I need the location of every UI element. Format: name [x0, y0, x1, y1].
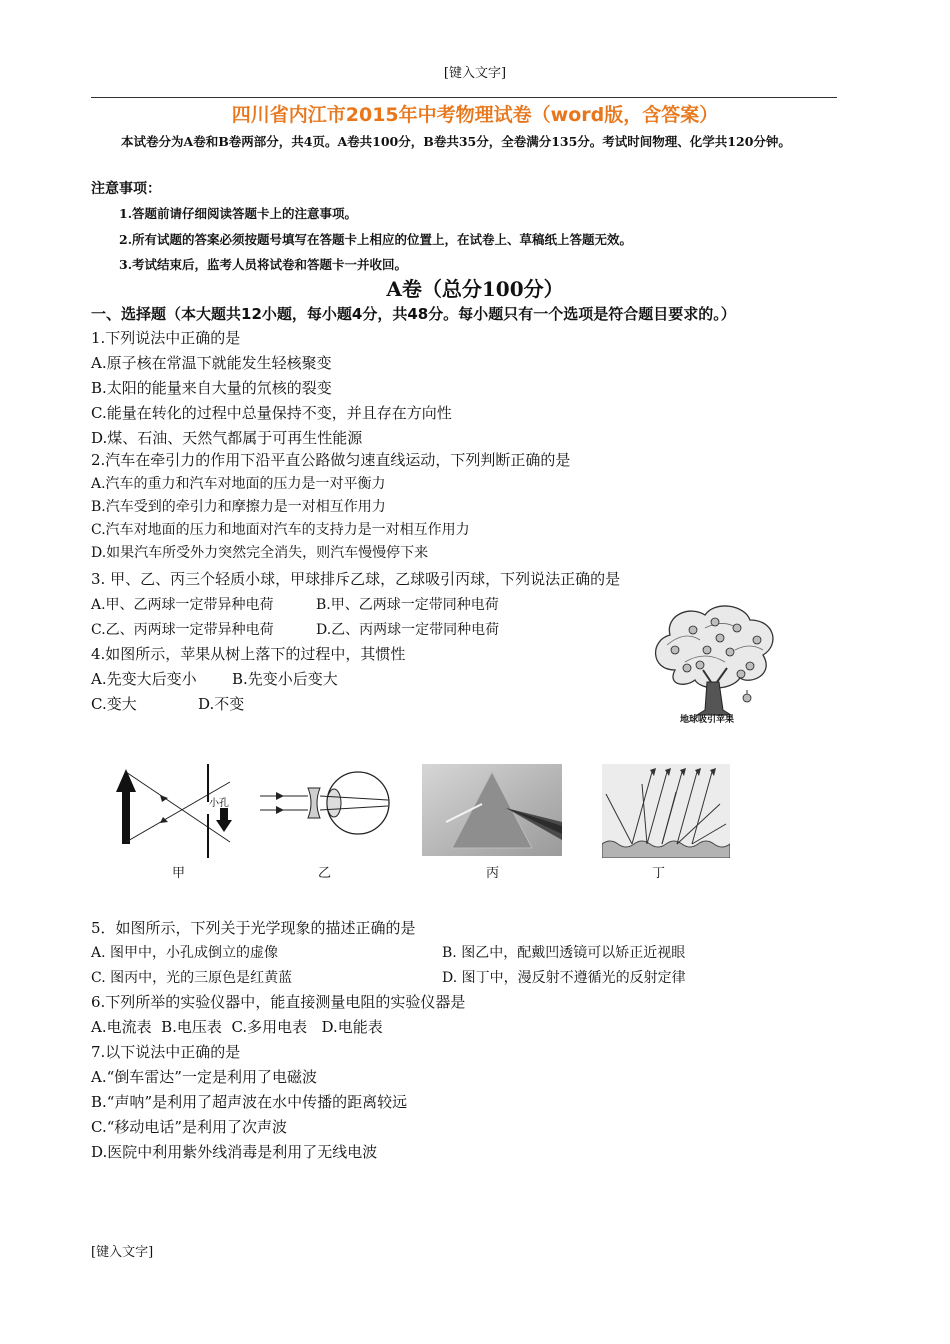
notice-item: 3.考试结束后，监考人员将试卷和答题卡一并收回。 — [119, 257, 408, 272]
q7-option-a: A.“倒车雷达”一定是利用了电磁波 — [91, 1068, 317, 1086]
header-rule — [91, 97, 837, 98]
pinhole-diagram — [112, 764, 242, 860]
q4-option-a: A.先变大后变小 — [91, 670, 197, 688]
q7-option-d: D.医院中利用紫外线消毒是利用了无线电波 — [91, 1143, 378, 1161]
question-4-stem: 4.如图所示，苹果从树上落下的过程中，其惯性 — [91, 645, 406, 663]
q1-option-d: D.煤、石油、天然气都属于可再生性能源 — [91, 429, 363, 447]
figure-label-yi: 乙 — [318, 866, 332, 881]
apple-tree-caption: 地球吸引苹果 — [680, 715, 735, 725]
prism-diagram — [422, 764, 562, 856]
intro-paragraph: 本试卷分为A卷和B卷两部分，共4页。A卷共100分，B卷共35分，全卷满分135分。考试时间物理、化学共120分钟。 — [121, 134, 791, 149]
figure-label-ding: 丁 — [652, 866, 666, 881]
q4-option-c: C.变大 — [91, 695, 137, 713]
q3-option-c: C.乙、丙两球一定带异种电荷 — [91, 622, 274, 638]
q5-option-d: D. 图丁中，漫反射不遵循光的反射定律 — [442, 970, 686, 986]
q3-option-b: B.甲、乙两球一定带同种电荷 — [316, 597, 499, 613]
document-title: 四川省内江市2015年中考物理试卷（word版，含答案） — [231, 104, 719, 126]
q2-option-b: B.汽车受到的牵引力和摩擦力是一对相互作用力 — [91, 499, 386, 515]
pinhole-label: 小孔 — [209, 798, 229, 809]
q6-options: A.电流表 B.电压表 C.多用电表 D.电能表 — [91, 1018, 383, 1036]
q7-option-c: C.“移动电话”是利用了次声波 — [91, 1118, 288, 1136]
q7-option-b: B.“声呐”是利用了超声波在水中传播的距离较远 — [91, 1093, 408, 1111]
notice-item: 1.答题前请仔细阅读答题卡上的注意事项。 — [119, 206, 358, 221]
question-2-stem: 2.汽车在牵引力的作用下沿平直公路做匀速直线运动，下列判断正确的是 — [91, 451, 571, 469]
figure-ding-reflection — [602, 764, 730, 858]
page-header: [键入文字] — [443, 66, 507, 81]
q1-option-a: A.原子核在常温下就能发生轻核聚变 — [91, 354, 332, 372]
figure-bing-prism — [422, 764, 562, 856]
question-7-stem: 7.以下说法中正确的是 — [91, 1043, 241, 1061]
apple-tree-figure — [645, 600, 785, 725]
question-3-stem: 3. 甲、乙、丙三个轻质小球，甲球排斥乙球，乙球吸引丙球，下列说法正确的是 — [91, 570, 621, 588]
question-6-stem: 6.下列所举的实验仪器中，能直接测量电阻的实验仪器是 — [91, 993, 466, 1011]
q5-option-c: C. 图丙中，光的三原色是红黄蓝 — [91, 970, 293, 986]
q3-option-a: A.甲、乙两球一定带异种电荷 — [91, 597, 274, 613]
q2-option-d: D.如果汽车所受外力突然完全消失，则汽车慢慢停下来 — [91, 545, 429, 561]
question-1-stem: 1.下列说法中正确的是 — [91, 329, 241, 347]
q1-option-c: C.能量在转化的过程中总量保持不变，并且存在方向性 — [91, 404, 452, 422]
q5-option-a: A. 图甲中，小孔成倒立的虚像 — [91, 945, 279, 961]
q1-option-b: B.太阳的能量来自大量的氘核的裂变 — [91, 379, 332, 397]
section-heading: 一、选择题（本大题共12小题，每小题4分，共48分。每小题只有一个选项是符合题目要求的。） — [91, 305, 736, 323]
q2-option-a: A.汽车的重力和汽车对地面的压力是一对平衡力 — [91, 476, 386, 492]
figure-jia-pinhole — [112, 764, 242, 860]
eye-lens-diagram — [258, 770, 392, 836]
page-footer: [键入文字] — [91, 1245, 154, 1260]
q4-option-d: D.不变 — [198, 695, 245, 713]
figure-label-jia: 甲 — [172, 866, 186, 881]
q5-option-b: B. 图乙中，配戴凹透镜可以矫正近视眼 — [442, 945, 686, 961]
section-title: A卷（总分100分） — [386, 277, 564, 301]
q2-option-c: C.汽车对地面的压力和地面对汽车的支持力是一对相互作用力 — [91, 522, 470, 538]
notice-title: 注意事项： — [91, 181, 161, 197]
apple-tree-icon — [645, 600, 785, 725]
diffuse-reflection-diagram — [602, 764, 730, 858]
figure-yi-eye — [258, 770, 392, 836]
q3-option-d: D.乙、丙两球一定带同种电荷 — [316, 622, 500, 638]
q4-option-b: B.先变小后变大 — [232, 670, 338, 688]
figure-label-bing: 丙 — [486, 866, 500, 881]
question-5-stem: 5．如图所示，下列关于光学现象的描述正确的是 — [91, 919, 416, 937]
notice-item: 2.所有试题的答案必须按题号填写在答题卡上相应的位置上，在试卷上、草稿纸上答题无效。 — [119, 232, 633, 247]
